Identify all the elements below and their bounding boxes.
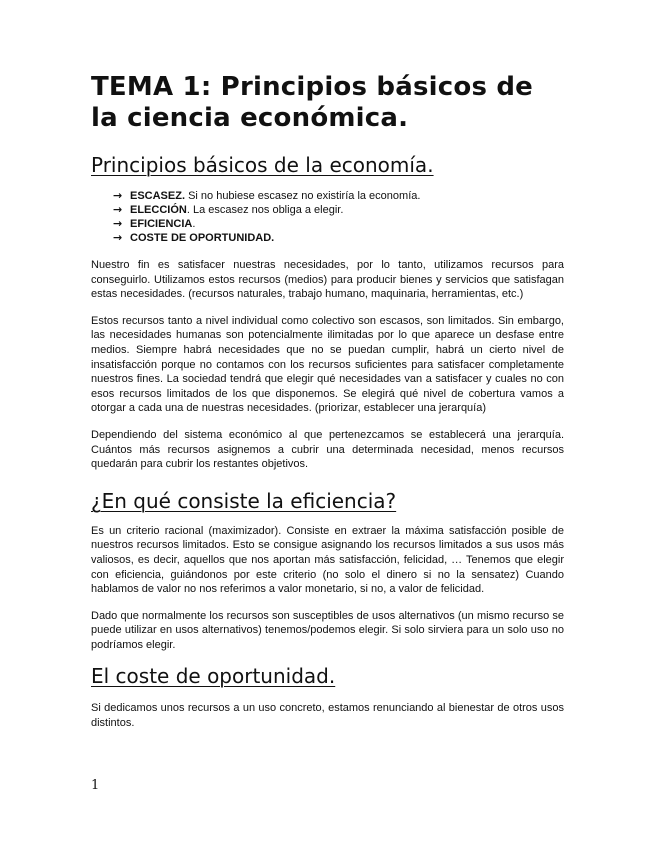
paragraph: Es un criterio racional (maximizador). Consiste en extraer la máxima satisfacción posible de nuestros recursos limitados. Esto se consigue asignando los recursos limitados a sus usos más valiosos, es decir, aquellos que nos aportan más satisfacción, felicidad, … Tenemos que elegir con eficiencia, guiándonos por este criterio (no solo el dinero si no la sensatez) Cuando hablamos de valor no nos referimos a valor monetario, si no, a valor de felicidad. bbox=[91, 524, 564, 596]
section-coste-oportunidad bbox=[91, 664, 564, 730]
section-heading: El coste de oportunidad. bbox=[91, 664, 336, 689]
bullet-term: ESCASEZ. bbox=[130, 190, 186, 202]
paragraph: Dependiendo del sistema económico al que pertenezcamos se establecerá una jerarquía. Cuántos más recursos asignemos a cubrir una determinada necesidad, menos recursos quedarán para cubrir los restantes objetivos. bbox=[91, 428, 564, 471]
bullet-text: . La escasez nos obliga a elegir. bbox=[186, 204, 344, 216]
list-item bbox=[113, 203, 564, 217]
list-item bbox=[113, 217, 564, 231]
page-number: 1 bbox=[91, 778, 100, 793]
arrow-right-icon: → bbox=[113, 217, 123, 230]
section-heading: ¿En qué consiste la eficiencia? bbox=[91, 488, 397, 513]
paragraph: Nuestro fin es satisfacer nuestras necesidades, por lo tanto, utilizamos recursos para conseguirlo. Utilizamos estos recursos (medios) para producir bienes y servicios que satisfagan estas necesidades. (recursos naturales, trabajo humano, maquinaria, herramientas, etc.) bbox=[91, 259, 564, 301]
arrow-right-icon: → bbox=[113, 203, 123, 216]
paragraph: Si dedicamos unos recursos a un uso concreto, estamos renunciando al bienestar de otros usos distintos. bbox=[91, 702, 564, 730]
list-item bbox=[113, 231, 564, 245]
section-principios bbox=[91, 153, 564, 472]
section-heading: Principios básicos de la economía. bbox=[91, 153, 434, 177]
document-page bbox=[91, 72, 564, 743]
principles-list bbox=[91, 189, 564, 245]
paragraph: Estos recursos tanto a nivel individual como colectivo son escasos, son limitados. Sin embargo, las necesidades humanas son potencialmente ilimitadas por lo que aparece un desfase entre medios. Siempre habrá necesidades que no se puedan cumplir, habrá un cierto nivel de insatisfacción porque no contamos con los recursos suficientes para satisfacer completamente nuestros fines. La sociedad tendrá que elegir qué necesidades van a satisfacer y cuales no con esos recursos limitados de los que disponemos. Se elegirá qué nivel de cobertura vamos a otorgar a cada una de nuestras necesidades. (priorizar, establecer una jerarquía) bbox=[91, 314, 564, 415]
paragraph: Dado que normalmente los recursos son susceptibles de usos alternativos (un mismo recurso se puede utilizar en usos alternativos) tenemos/podemos elegir. Si solo sirviera para un solo uso no podríamos elegir. bbox=[91, 609, 564, 651]
bullet-term: COSTE DE OPORTUNIDAD. bbox=[130, 232, 275, 244]
arrow-right-icon: → bbox=[113, 189, 123, 202]
bullet-text: . bbox=[192, 218, 196, 230]
section-eficiencia bbox=[91, 489, 564, 653]
list-item bbox=[113, 189, 564, 203]
bullet-term: EFICIENCIA bbox=[130, 218, 193, 230]
bullet-term: ELECCIÓN bbox=[130, 204, 187, 216]
arrow-right-icon: → bbox=[113, 231, 123, 244]
bullet-text: Si no hubiese escasez no existiría la economía. bbox=[185, 190, 421, 202]
document-title: TEMA 1: Principios básicos de la ciencia económica. bbox=[91, 72, 534, 133]
